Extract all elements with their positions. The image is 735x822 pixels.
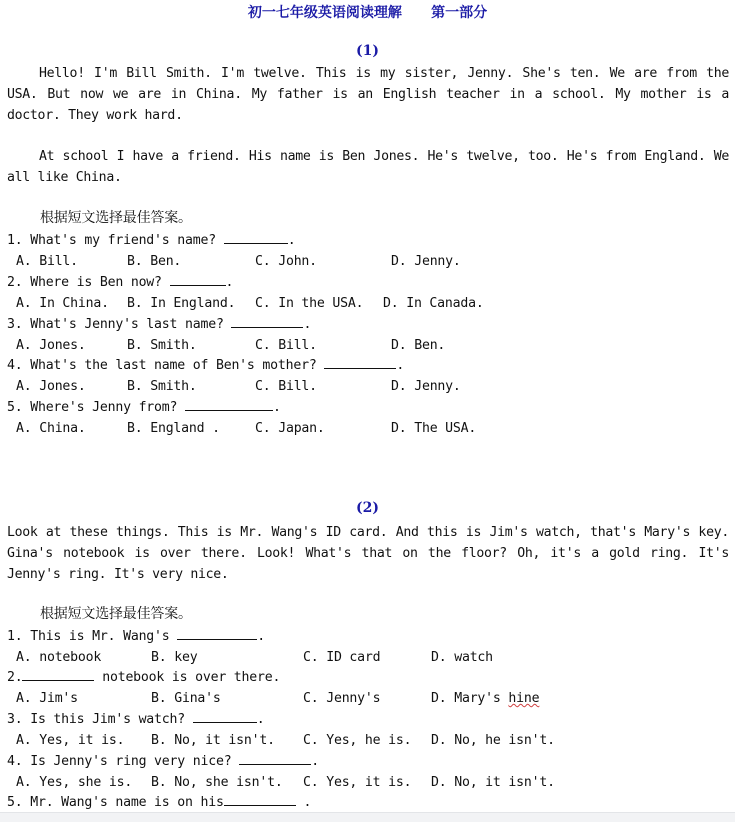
instruction-1: 根据短文选择最佳答案。 <box>40 210 192 226</box>
option-d: D. No, it isn't. <box>431 775 555 790</box>
option-b: B. In England. <box>127 296 236 311</box>
option-b: B. Smith. <box>127 379 197 394</box>
option-a: A. Yes, it is. <box>16 733 125 748</box>
option-c: C. Bill. <box>255 338 317 353</box>
option-d: D. No, he isn't. <box>431 733 555 748</box>
option-b: B. key <box>151 650 198 665</box>
answer-blank <box>224 230 288 244</box>
option-b: B. Gina's <box>151 691 221 706</box>
option-a: A. notebook <box>16 650 102 665</box>
option-d: D. Mary's hine <box>431 691 540 706</box>
option-d: D. Jenny. <box>391 254 461 269</box>
question-1-1: 1. What's my friend's name? . <box>7 230 295 251</box>
option-c: C. Yes, he is. <box>303 733 412 748</box>
option-d: D. In Canada. <box>383 296 484 311</box>
option-c: C. Bill. <box>255 379 317 394</box>
option-c: C. John. <box>255 254 317 269</box>
section-1-number: (1) <box>356 43 379 59</box>
question-2-4: 4. Is Jenny's ring very nice? . <box>7 751 319 772</box>
passage-1-paragraph-2: At school I have a friend. His name is Ben Jones. He's twelve, too. He's from England. We all like China. <box>7 149 729 185</box>
option-d: D. The USA. <box>391 421 477 436</box>
document-title: 初一七年级英语阅读理解 第一部分 <box>247 5 488 21</box>
option-c: C. Jenny's <box>303 691 381 706</box>
option-c: C. In the USA. <box>255 296 364 311</box>
option-c: C. ID card <box>303 650 381 665</box>
option-b: B. No, it isn't. <box>151 733 275 748</box>
question-2-2: 2. notebook is over there. <box>7 667 280 688</box>
answer-blank <box>193 709 257 723</box>
spellcheck-flagged-word: hine <box>508 691 540 706</box>
option-c: C. Japan. <box>255 421 325 436</box>
answer-blank <box>224 792 296 806</box>
question-1-2: 2. Where is Ben now? . <box>7 272 233 293</box>
option-b: B. England . <box>127 421 220 436</box>
instruction-2: 根据短文选择最佳答案。 <box>40 606 192 622</box>
option-a: A. Jones. <box>16 379 86 394</box>
answer-blank <box>170 272 226 286</box>
option-d: D. watch <box>431 650 493 665</box>
option-d: D. Ben. <box>391 338 446 353</box>
answer-blank <box>231 314 303 328</box>
answer-blank <box>177 626 257 640</box>
answer-blank <box>239 751 311 765</box>
option-b: B. No, she isn't. <box>151 775 283 790</box>
option-a: A. Yes, she is. <box>16 775 133 790</box>
option-b: B. Ben. <box>127 254 182 269</box>
option-b: B. Smith. <box>127 338 197 353</box>
answer-blank <box>22 667 94 681</box>
question-2-3: 3. Is this Jim's watch? . <box>7 709 265 730</box>
option-a: A. Jones. <box>16 338 86 353</box>
option-a: A. In China. <box>16 296 109 311</box>
question-2-1: 1. This is Mr. Wang's . <box>7 626 265 647</box>
question-2-5: 5. Mr. Wang's name is on his . <box>7 792 311 813</box>
answer-blank <box>324 355 396 369</box>
option-c: C. Yes, it is. <box>303 775 412 790</box>
section-2-number: (2) <box>356 500 379 516</box>
passage-2-paragraph: Look at these things. This is Mr. Wang's ID card. And this is Jim's watch, that's Mary's key. Gina's notebook is over there. Look! What's that on the floor? Oh, it's a gold ring. It's Jenny's ring. It's very nice. <box>7 525 729 582</box>
question-1-5: 5. Where's Jenny from? . <box>7 397 281 418</box>
option-d: D. Jenny. <box>391 379 461 394</box>
passage-1-paragraph-1: Hello! I'm Bill Smith. I'm twelve. This is my sister, Jenny. She's ten. We are from the USA. But now we are in China. My father is an English teacher in a school. My mother is a doctor. They work hard. <box>7 66 729 123</box>
answer-blank <box>185 397 273 411</box>
question-1-3: 3. What's Jenny's last name? . <box>7 314 311 335</box>
question-1-4: 4. What's the last name of Ben's mother? . <box>7 355 404 376</box>
option-a: A. Jim's <box>16 691 78 706</box>
option-a: A. China. <box>16 421 86 436</box>
option-a: A. Bill. <box>16 254 78 269</box>
